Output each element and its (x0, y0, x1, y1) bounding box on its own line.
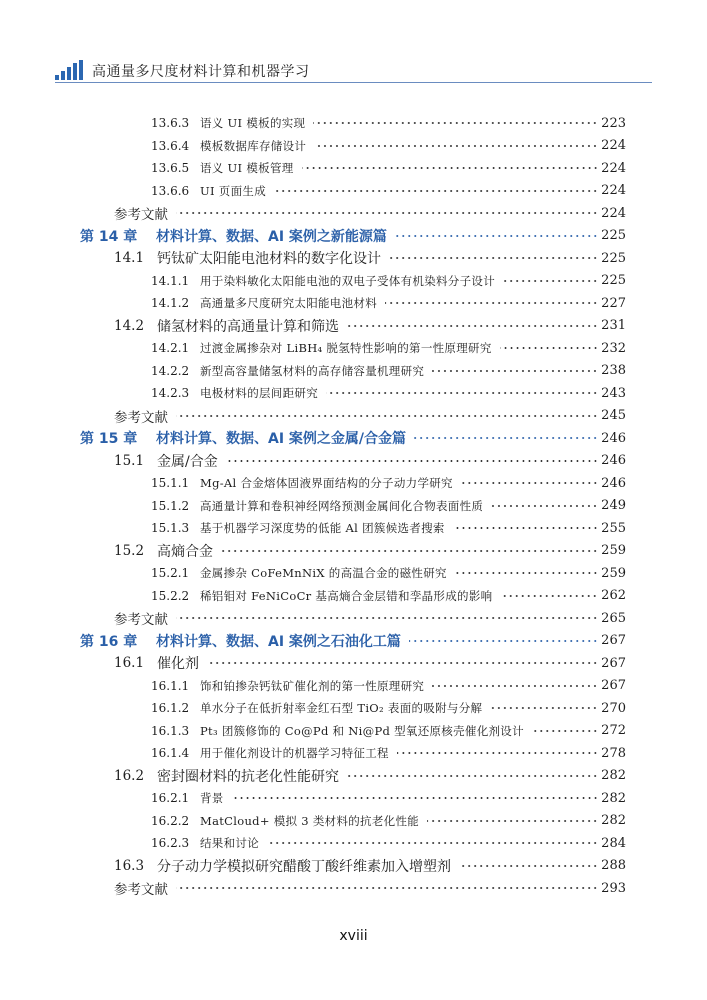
toc-entry-title: 分子动力学模拟研究醋酸丁酸纤维素加入增塑剂 (157, 858, 451, 875)
toc-entry-page: 246 (601, 430, 626, 446)
toc-entry[interactable] (0, 585, 707, 608)
dot-leader (232, 797, 599, 799)
toc-entry[interactable] (0, 382, 707, 405)
toc-entry-page: 282 (601, 813, 626, 829)
toc-entry-title: 高通量计算和卷积神经网络预测金属间化合物表面性质 (200, 498, 484, 513)
toc-entry-title: 用于催化剂设计的机器学习特征工程 (200, 746, 389, 761)
dot-leader (207, 662, 598, 664)
toc-entry-number: 15.2.2 (151, 588, 190, 603)
toc-entry-number: 16.1.2 (151, 701, 190, 716)
toc-entry-title: 参考文献 (114, 612, 168, 629)
toc-entry-number: 16.1.3 (151, 723, 190, 738)
toc-entry[interactable] (0, 315, 707, 338)
dot-leader (385, 302, 598, 304)
toc-references-entry[interactable] (0, 877, 707, 900)
toc-entry[interactable] (0, 832, 707, 855)
toc-entry[interactable] (0, 742, 707, 765)
dot-leader (490, 707, 598, 709)
toc-entry[interactable] (0, 450, 707, 473)
dot-leader (459, 865, 598, 867)
dot-leader (267, 842, 598, 844)
dot-leader (461, 482, 598, 484)
toc-entry-page: 223 (601, 115, 626, 131)
toc-entry[interactable] (0, 810, 707, 833)
toc-entry-page: 225 (601, 273, 626, 289)
toc-entry-page: 278 (601, 745, 626, 761)
toc-entry[interactable] (0, 855, 707, 878)
toc-entry-page: 267 (601, 655, 626, 671)
toc-entry-page: 238 (601, 363, 626, 379)
toc-entry-page: 284 (601, 835, 626, 851)
dot-leader (455, 572, 598, 574)
toc-entry-title: 饰和铂掺杂钙钛矿催化剂的第一性原理研究 (200, 678, 425, 693)
toc-entry-title: 高通量多尺度研究太阳能电池材料 (200, 296, 377, 311)
toc-entry-title: 参考文献 (114, 882, 168, 899)
toc-entry-number: 15.1.3 (151, 521, 190, 536)
toc-entry-page: 243 (601, 385, 626, 401)
dot-leader (176, 887, 598, 889)
toc-entry-number: 16.2 (114, 767, 145, 784)
toc-entry[interactable] (0, 495, 707, 518)
toc-entry-title: 语义 UI 模板管理 (200, 161, 294, 176)
toc-entry-number: 15.2.1 (151, 566, 190, 581)
book-title: 高通量多尺度材料计算和机器学习 (92, 64, 310, 80)
toc-entry[interactable] (0, 562, 707, 585)
toc-entry[interactable] (0, 697, 707, 720)
dot-leader (314, 145, 598, 147)
toc-entry-page: 224 (601, 183, 626, 199)
toc-entry-number: 16.1.1 (151, 678, 190, 693)
toc-entry-page: 262 (601, 588, 626, 604)
dot-leader (274, 190, 598, 192)
dot-leader (414, 437, 598, 439)
toc-entry-number: 15.1.2 (151, 498, 190, 513)
toc-references-entry[interactable] (0, 202, 707, 225)
toc-entry-title: 语义 UI 模板的实现 (200, 116, 306, 131)
toc-entry-page: 246 (601, 475, 626, 491)
toc-entry[interactable] (0, 360, 707, 383)
dot-leader (221, 550, 598, 552)
toc-entry-title: 材料计算、数据、AI 案例之金属/合金篇 (156, 431, 407, 448)
dot-leader (500, 347, 599, 349)
dot-leader (313, 122, 598, 124)
toc-entry-title: MatCloud+ 模拟 3 类材料的抗老化性能 (200, 813, 420, 828)
toc-chapter-entry[interactable] (0, 427, 707, 450)
toc-entry-title: 结果和讨论 (200, 836, 259, 851)
toc-entry[interactable] (0, 675, 707, 698)
dot-leader (347, 775, 598, 777)
toc-entry-title: Pt₃ 团簇修饰的 Co@Pd 和 Ni@Pd 型氧还原核壳催化剂设计 (200, 723, 524, 738)
toc-entry-page: 293 (601, 880, 626, 896)
toc-entry-title: 材料计算、数据、AI 案例之新能源篇 (156, 228, 387, 245)
toc-entry-page: 288 (601, 858, 626, 874)
header-divider (55, 82, 652, 83)
toc-entry-number: 13.6.4 (151, 138, 190, 153)
dot-leader (432, 370, 598, 372)
toc-entry-page: 231 (601, 318, 626, 334)
toc-entry-number: 第 15 章 (80, 431, 138, 448)
dot-leader (326, 392, 598, 394)
running-header (55, 58, 310, 80)
toc-chapter-entry[interactable] (0, 630, 707, 653)
toc-entry-page: 282 (601, 768, 626, 784)
toc-entry[interactable] (0, 765, 707, 788)
toc-chapter-entry[interactable] (0, 225, 707, 248)
toc-references-entry[interactable] (0, 405, 707, 428)
dot-leader (176, 212, 598, 214)
toc-entry-page: 227 (601, 295, 626, 311)
toc-entry-page: 224 (601, 138, 626, 154)
page-number: xviii (339, 928, 368, 944)
toc-entry-page: 232 (601, 340, 626, 356)
toc-entry[interactable] (0, 540, 707, 563)
dot-leader (302, 167, 599, 169)
toc-entry-page: 259 (601, 565, 626, 581)
toc-entry-title: 密封圈材料的抗老化性能研究 (157, 768, 339, 785)
toc-entry-title: 参考文献 (114, 207, 168, 224)
toc-entry-number: 16.1.4 (151, 746, 190, 761)
dot-leader (389, 257, 598, 259)
dot-leader (395, 235, 598, 237)
toc-entry-title: 背景 (200, 791, 224, 806)
toc-entry[interactable] (0, 472, 707, 495)
toc-entry[interactable] (0, 270, 707, 293)
dot-leader (453, 527, 598, 529)
bar-chart-logo-icon (55, 60, 83, 80)
toc-entry-title: 高熵合金 (157, 543, 213, 560)
toc-references-entry[interactable] (0, 607, 707, 630)
toc-entry-page: 265 (601, 610, 626, 626)
toc-entry[interactable] (0, 517, 707, 540)
toc-entry-page: 259 (601, 543, 626, 559)
toc-entry-number: 14.1.1 (151, 273, 190, 288)
toc-entry-number: 16.2.1 (151, 791, 190, 806)
dot-leader (347, 325, 598, 327)
toc-entry-title: 基于机器学习深度势的低能 Al 团簇候选者搜索 (200, 521, 445, 536)
dot-leader (427, 820, 598, 822)
toc-entry-page: 224 (601, 205, 626, 221)
toc-entry-page: 224 (601, 160, 626, 176)
toc-entry-number: 15.2 (114, 542, 145, 559)
toc-entry[interactable] (0, 337, 707, 360)
toc-entry-number: 13.6.3 (151, 116, 190, 131)
toc-entry-title: 单水分子在低折射率金红石型 TiO₂ 表面的吸附与分解 (200, 701, 483, 716)
toc-entry-title: 用于染料敏化太阳能电池的双电子受体有机染料分子设计 (200, 273, 495, 288)
toc-entry-number: 14.1 (114, 250, 145, 267)
toc-entry-title: 金属掺杂 CoFeMnNiX 的高温合金的磁性研究 (200, 566, 447, 581)
dot-leader (176, 617, 598, 619)
toc-entry-page: 272 (601, 723, 626, 739)
toc-entry[interactable] (0, 157, 707, 180)
dot-leader (176, 415, 598, 417)
toc-entry-number: 13.6.5 (151, 161, 190, 176)
toc-entry-title: 储氢材料的高通量计算和筛选 (157, 318, 339, 335)
toc-entry-page: 267 (601, 633, 626, 649)
toc-entry-number: 15.1 (114, 452, 145, 469)
toc-entry-title: Mg-Al 合金熔体固液界面结构的分子动力学研究 (200, 476, 453, 491)
toc-entry-title: UI 页面生成 (200, 183, 266, 198)
toc-entry-title: 钙钛矿太阳能电池材料的数字化设计 (157, 251, 381, 268)
toc-entry[interactable] (0, 112, 707, 135)
toc-entry-number: 第 14 章 (80, 228, 138, 245)
toc-entry[interactable] (0, 292, 707, 315)
dot-leader (500, 595, 598, 597)
toc-entry-title: 材料计算、数据、AI 案例之石油化工篇 (156, 633, 401, 650)
dot-leader (397, 752, 598, 754)
dot-leader (491, 505, 598, 507)
toc-entry-number: 14.2.2 (151, 363, 190, 378)
toc-entry-title: 模板数据库存储设计 (200, 138, 307, 153)
toc-entry-number: 15.1.1 (151, 476, 190, 491)
toc-entry-page: 267 (601, 678, 626, 694)
toc-entry-title: 新型高容量储氢材料的高存储容量机理研究 (200, 363, 425, 378)
dot-leader (432, 685, 598, 687)
toc-entry-number: 16.1 (114, 655, 145, 672)
dot-leader (226, 460, 598, 462)
table-of-contents (0, 112, 707, 900)
toc-entry[interactable] (0, 787, 707, 810)
toc-entry-page: 225 (601, 228, 626, 244)
toc-entry[interactable] (0, 652, 707, 675)
toc-entry[interactable] (0, 247, 707, 270)
dot-leader (532, 730, 598, 732)
toc-entry-number: 14.2.1 (151, 341, 190, 356)
toc-entry[interactable] (0, 135, 707, 158)
toc-entry-page: 225 (601, 250, 626, 266)
toc-entry-number: 16.2.3 (151, 836, 190, 851)
toc-entry-page: 245 (601, 408, 626, 424)
toc-entry[interactable] (0, 720, 707, 743)
toc-entry-page: 255 (601, 520, 626, 536)
toc-entry-title: 催化剂 (157, 656, 199, 673)
toc-entry-page: 246 (601, 453, 626, 469)
dot-leader (503, 280, 598, 282)
toc-entry-title: 金属/合金 (157, 453, 218, 470)
toc-entry-page: 282 (601, 790, 626, 806)
toc-entry-title: 稀铝钼对 FeNiCoCr 基高熵合金层错和孪晶形成的影响 (200, 588, 493, 603)
toc-entry-number: 14.2 (114, 317, 145, 334)
toc-entry-number: 16.2.2 (151, 813, 190, 828)
toc-entry-title: 过渡金属掺杂对 LiBH₄ 脱氢特性影响的第一性原理研究 (200, 341, 492, 356)
toc-entry-number: 第 16 章 (80, 633, 138, 650)
toc-entry-page: 249 (601, 498, 626, 514)
toc-entry[interactable] (0, 180, 707, 203)
toc-entry-number: 14.2.3 (151, 386, 190, 401)
toc-entry-title: 电极材料的层间距研究 (200, 386, 318, 401)
toc-entry-number: 13.6.6 (151, 183, 190, 198)
toc-entry-page: 270 (601, 700, 626, 716)
toc-entry-number: 16.3 (114, 857, 145, 874)
dot-leader (409, 640, 598, 642)
toc-entry-title: 参考文献 (114, 409, 168, 426)
toc-entry-number: 14.1.2 (151, 296, 190, 311)
